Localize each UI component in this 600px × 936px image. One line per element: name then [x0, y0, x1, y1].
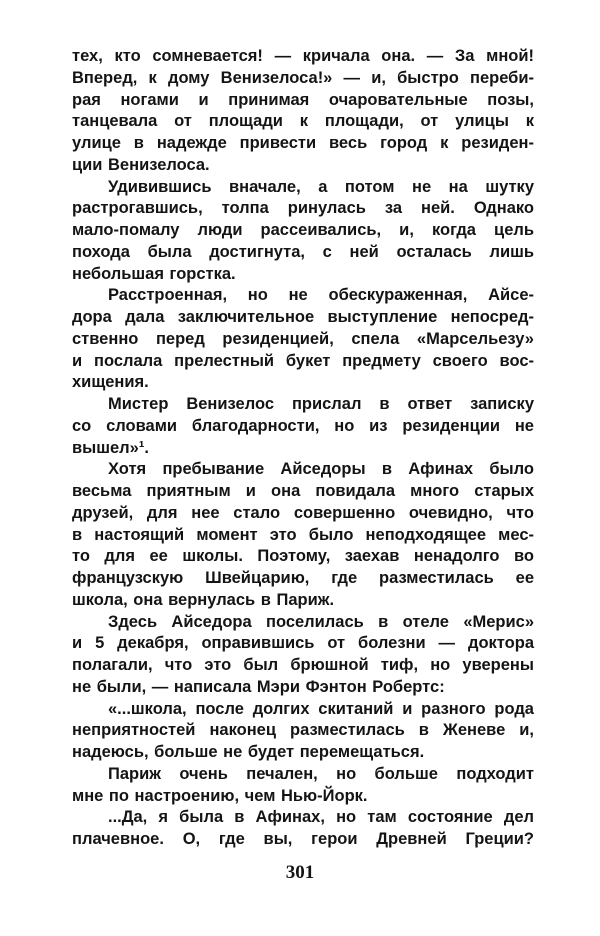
text-line: танцевала от площади к площади, от улицы к: [72, 112, 534, 131]
text-line: ственно перед резиденцией, спела «Марсельезу»: [72, 329, 534, 348]
text-line: Хотя пребывание Айседоры в Афинах было: [108, 460, 534, 479]
text-line: ции Венизелоса.: [72, 155, 210, 174]
page-number: 301: [285, 862, 315, 883]
paragraph: [72, 46, 534, 177]
paragraph: [72, 699, 534, 764]
text-line: то для ее школы. Поэтому, заехав ненадолго во: [72, 547, 534, 566]
text-line: Здесь Айседора поселилась в отеле «Мерис»: [108, 612, 534, 631]
text-line: и 5 декабря, оправившись от болезни — доктора: [72, 634, 534, 653]
text-line: растрогавшись, толпа ринулась за ней. Однако: [72, 199, 534, 218]
text-line: плачевное. О, где вы, герои Древней Греции?: [72, 830, 534, 848]
text-line: Расстроенная, но не обескураженная, Айсе-: [108, 286, 534, 305]
page-body: [72, 46, 534, 851]
text-line: и послала прелестный букет предмету своего вос-: [72, 351, 534, 370]
text-line: со словами благодарности, но из резиденции не: [72, 416, 534, 435]
text-line: «...школа, после долгих скитаний и разного рода: [108, 699, 534, 718]
paragraph: [72, 394, 534, 459]
text-line: не были, — написала Мэри Фэнтон Робертс:: [72, 677, 445, 696]
text-line: мало-помалу люди рассеивались, и, когда цель: [72, 221, 534, 239]
text-line: мне по настроению, чем Нью-Йорк.: [72, 786, 368, 805]
text-line: весьма приятным и она повидала много старых: [72, 482, 534, 500]
paragraph: [72, 285, 534, 394]
paragraph: [72, 612, 534, 699]
text-line: ...Да, я была в Афинах, но там состояние дел: [108, 808, 534, 827]
text-line: тех, кто сомневается! — кричала она. — За мной!: [72, 47, 534, 65]
text-line: хищения.: [72, 373, 149, 392]
text-line: похода была достигнута, с ней осталась лишь: [72, 242, 534, 261]
text-line: дора дала заключительное выступление непосред-: [72, 308, 534, 326]
text-line: надеюсь, больше не будет перемещаться.: [72, 743, 425, 761]
text-line: школа, она вернулась в Париж.: [72, 590, 335, 609]
text-line: Париж очень печален, но больше подходит: [108, 764, 534, 783]
text-line: в настоящий момент это было неподходящее мес-: [72, 525, 534, 544]
text-line: французскую Швейцарию, где разместилась ее: [72, 569, 534, 587]
text-line: Мистер Венизелос прислал в ответ записку: [108, 395, 534, 413]
text-line: улице в надежде привести весь город к резиден-: [72, 134, 534, 152]
text-line: Вперед, к дому Венизелоса!» — и, быстро переби-: [72, 68, 534, 87]
text-line: вышел»¹.: [72, 438, 149, 457]
paragraph: [72, 177, 534, 286]
text-line: рая ногами и принимая очаровательные позы,: [72, 90, 534, 109]
paragraph: [72, 764, 534, 808]
text-line: Удивившись вначале, а потом не на шутку: [108, 177, 534, 196]
paragraph: [72, 459, 534, 611]
paragraph: [72, 807, 534, 851]
text-line: неприятностей наконец разместилась в Женеве и,: [72, 721, 534, 740]
text-line: небольшая горстка.: [72, 264, 236, 283]
text-line: полагали, что это был брюшной тиф, но уверены: [72, 656, 534, 674]
text-line: друзей, для нее стало совершенно очевидно, что: [72, 503, 534, 522]
